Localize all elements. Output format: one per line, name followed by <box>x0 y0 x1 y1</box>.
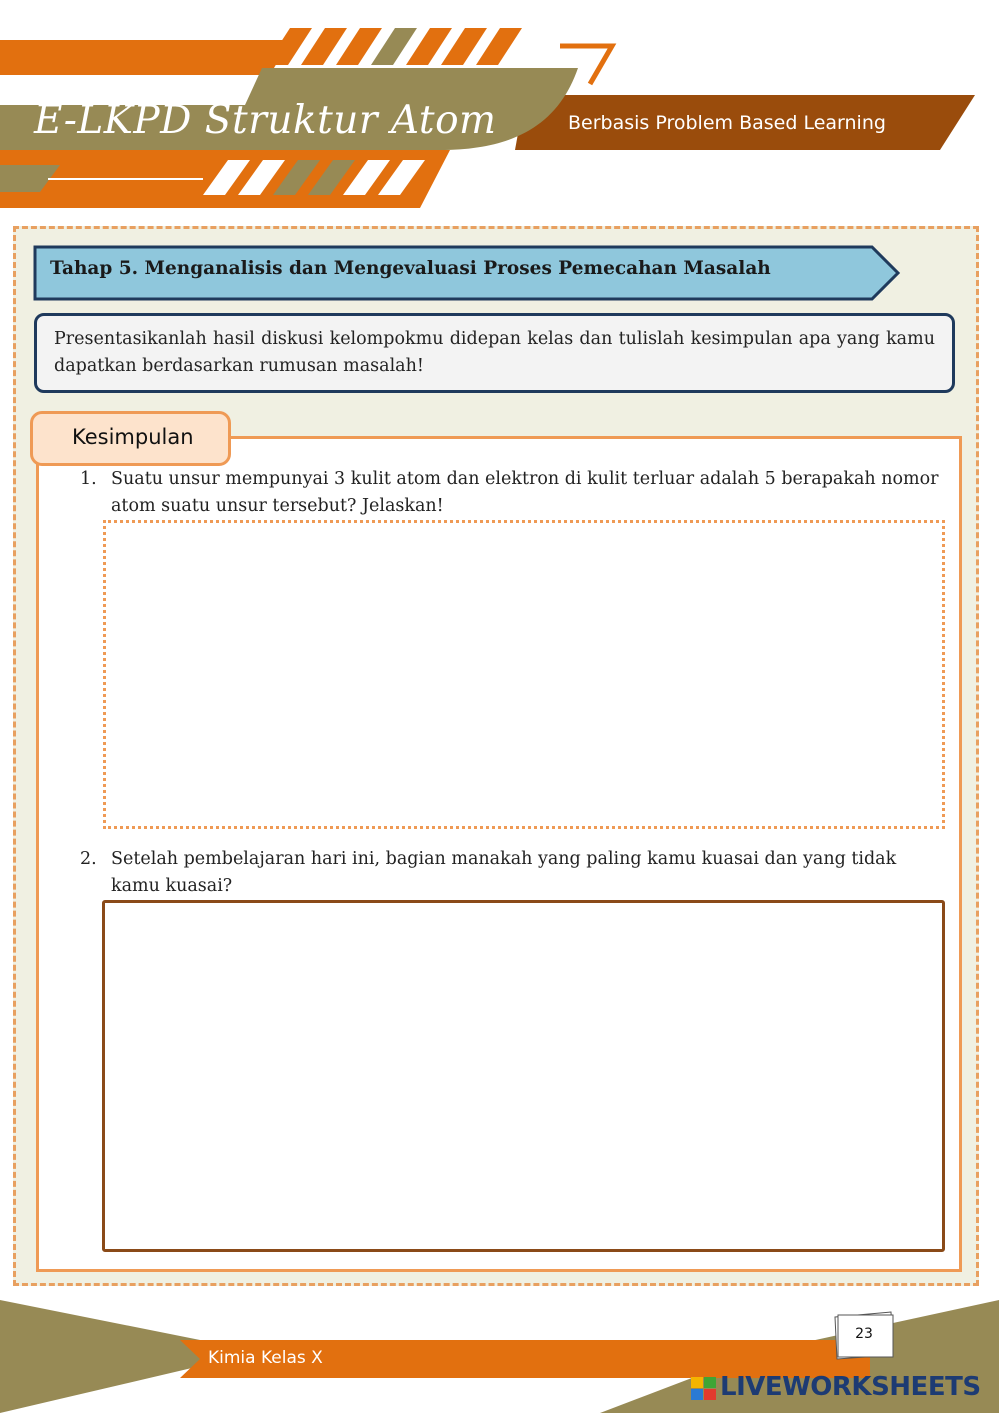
worksheet-title: E-LKPD Struktur Atom <box>34 98 497 143</box>
answer-field-1[interactable] <box>103 520 945 829</box>
liveworksheets-brand: LIVEWORKSHEETS <box>720 1372 981 1402</box>
course-label: Kimia Kelas X <box>208 1348 323 1368</box>
instruction-text: Presentasikanlah hasil diskusi kelompokmu didepan kelas dan tulislah kesimpulan apa yang kamu dapatkan berdasarkan rumusan masalah! <box>54 329 935 376</box>
question-number: 1. <box>80 469 97 489</box>
answer-field-2[interactable] <box>102 900 945 1252</box>
question-text: Setelah pembelajaran hari ini, bagian manakah yang paling kamu kuasai dan yang tidak kamu kuasai? <box>111 849 897 896</box>
instruction-box <box>34 313 955 393</box>
stage-title: Tahap 5. Menganalisis dan Mengevaluasi Proses Pemecahan Masalah <box>50 258 771 279</box>
question-text: Suatu unsur mempunyai 3 kulit atom dan elektron di kulit terluar adalah 5 berapakah nomor atom suatu unsur tersebut? Jelaskan! <box>111 469 939 516</box>
question-number: 2. <box>80 849 97 869</box>
worksheet-subtitle: Berbasis Problem Based Learning <box>568 112 886 134</box>
liveworksheets-logo-icon <box>690 1376 718 1402</box>
page-number: 23 <box>855 1326 873 1342</box>
conclusion-label: Kesimpulan <box>72 425 194 449</box>
